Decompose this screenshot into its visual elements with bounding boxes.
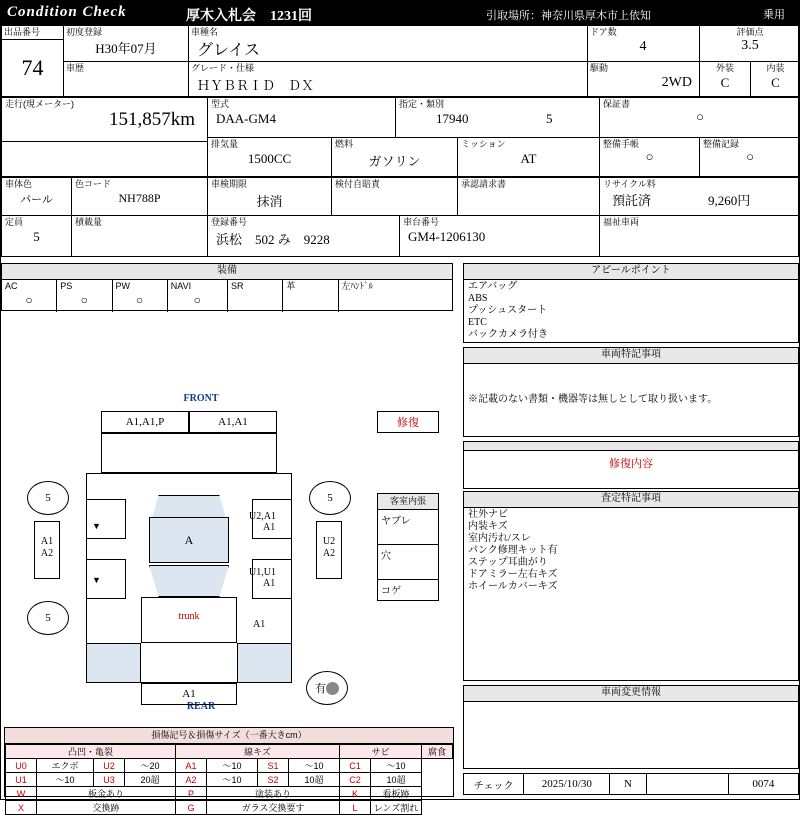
equipment-item-ps [57, 280, 112, 312]
mark-bottom: A1 [141, 683, 237, 705]
interior-row-ana: 穴 [378, 545, 438, 580]
legend-cell: U1 [6, 773, 37, 787]
fuel-value: ガソリン [368, 154, 421, 169]
appeal-line: ETC [468, 317, 487, 328]
interior-row-koge: コゲ [381, 586, 401, 597]
appeal-line: ABS [468, 293, 488, 304]
mark-top-left: A1,A1,P [101, 411, 189, 433]
check-date: 2025/10/30 [524, 774, 610, 794]
equipment-title: 装備 [2, 264, 452, 280]
equipment-item-navi [168, 280, 228, 312]
legend-cell: ～20 [125, 759, 176, 773]
equipment-label: PS [60, 281, 73, 291]
displacement-value: 1500CC [247, 151, 292, 166]
drive-value: 2WD [661, 75, 692, 90]
inspection-cell [208, 178, 332, 216]
color-code-cell [72, 178, 208, 216]
history-label: 車歴 [66, 63, 85, 73]
capacity-value: 5 [33, 229, 40, 244]
appraisal-line: ホイールカバーキズ [468, 581, 558, 592]
warranty-cell [600, 98, 800, 138]
legend-cell: ～10 [207, 773, 258, 787]
legend-cell: A1 [176, 759, 207, 773]
legend-row [6, 787, 453, 801]
service-record-cell [700, 138, 800, 176]
rear-right-corner [237, 643, 292, 683]
appraisal-line: ドアミラー左右キズ [468, 569, 558, 580]
legend-cell: G [176, 801, 207, 815]
katashiki-value: DAA-GM4 [216, 111, 276, 126]
legend-col-rust: サビ [340, 745, 422, 759]
equipment-label: PW [115, 281, 131, 291]
mission-label: ミッション [461, 139, 506, 149]
appraisal-line: 室内汚れ/スレ [468, 533, 531, 544]
legend-cell: エクボ [37, 759, 94, 773]
fuel-label: 燃料 [335, 139, 354, 149]
appraisal-line: 内装キズ [468, 521, 508, 532]
capacity-cell [2, 216, 72, 256]
model-value: グレイス [197, 42, 261, 59]
legend-cell: 板金あり [37, 787, 176, 801]
left-front-door [86, 499, 126, 539]
pickup-location: 引取場所：神奈川県厚木市上依知 [486, 10, 651, 22]
doors-drive-cell [588, 26, 700, 96]
model-label: 車種名 [191, 27, 219, 37]
legend-cell: S1 [258, 759, 289, 773]
footer-bar [463, 773, 799, 795]
legend-cell: ガラス交換要す [207, 801, 340, 815]
service-record-mark: ○ [746, 149, 754, 164]
color-label: 車体色 [5, 179, 33, 189]
displacement-cell [208, 138, 332, 176]
legend-col-dent: 凸凹・亀裂 [6, 745, 176, 759]
displacement-label: 排気量 [211, 139, 239, 149]
legend-row [6, 759, 453, 773]
color-code-label: 色コード [75, 179, 112, 189]
registration-number-cell [208, 216, 400, 256]
drive-label: 駆動 [590, 63, 609, 73]
recycle-fee-label: リサイクル料 [603, 179, 656, 189]
service-book-cell [600, 138, 700, 176]
inspection-label: 車検期限 [211, 179, 248, 189]
katashiki-label: 型式 [211, 99, 230, 109]
wheel-rear-left: 5 [27, 601, 69, 635]
mark-top-right: A1,A1 [189, 411, 277, 433]
front-label: FRONT [183, 393, 219, 404]
service-record-label: 整備記録 [703, 139, 740, 149]
registration-value: H30年07月 [95, 41, 157, 56]
equipment-label: NAVI [170, 281, 192, 291]
lot-label: 出品番号 [2, 26, 63, 40]
equipment-block [1, 263, 453, 311]
right-side-box [316, 521, 342, 579]
trunk-label: trunk [178, 611, 200, 622]
footer-blank [647, 774, 729, 794]
mark-mid-right-2: U1,U1 A1 [249, 567, 276, 589]
exterior-label: 外装 [715, 63, 734, 73]
legend-cell: 10超 [371, 773, 422, 787]
mileage-cell [2, 98, 208, 142]
shitei-label: 指定・類別 [399, 99, 445, 109]
legend-cell: P [176, 787, 207, 801]
liability-insurance-label: 検付自賠責 [335, 179, 381, 189]
color-value: パール [20, 194, 53, 206]
rating-cell [700, 26, 800, 96]
model-cell [189, 26, 588, 96]
damage-diagram [1, 313, 453, 723]
appraisal-line: ステップ耳曲がり [468, 557, 548, 568]
equipment-mark: ○ [25, 293, 33, 307]
body-block [1, 177, 799, 257]
wheel-front-left: 5 [27, 481, 69, 515]
equipment-item-ac [2, 280, 57, 312]
legend-row [6, 773, 453, 787]
grade-label: グレード・仕様 [191, 63, 255, 73]
rear-left-corner [86, 643, 141, 683]
shitei-value-2: 5 [546, 111, 553, 126]
legend-cell: X [6, 801, 37, 815]
rear-glass [149, 565, 229, 597]
service-book-label: 整備手帳 [603, 139, 640, 149]
appeal-line: プッシュスタート [468, 305, 548, 316]
legend-cell: ～10 [371, 759, 422, 773]
repair-note-heading: 修復内容 [609, 458, 653, 470]
mission-value: AT [520, 151, 537, 166]
mark-mid-right-1: U2,A1 A1 [249, 511, 276, 533]
legend-cell: 塗装あり [207, 787, 340, 801]
repair-badge: 修復 [377, 411, 439, 433]
equipment-item-pw [113, 280, 168, 312]
capacity-label: 定員 [5, 217, 24, 227]
welfare-vehicle-cell [600, 216, 800, 256]
equipment-mark: ○ [80, 293, 88, 307]
equipment-label: 革 [286, 281, 296, 291]
equipment-mark: ○ [193, 293, 201, 307]
doors-label: ドア数 [590, 27, 617, 37]
equipment-item-sr [228, 280, 283, 312]
legend-cell: ～10 [289, 759, 340, 773]
special-note-line: ※記載のない書類・機器等は無しとして取り扱います。 [468, 394, 718, 405]
legend-block [4, 727, 454, 813]
interior-value: C [771, 75, 780, 90]
appeal-line: エアバッグ [468, 281, 518, 292]
doors-value: 4 [639, 39, 647, 54]
change-info-panel [463, 685, 799, 769]
legend-cell: U3 [94, 773, 125, 787]
special-note-title: 車両特記事項 [464, 348, 798, 364]
liability-insurance-cell [332, 178, 458, 216]
legend-col-corrosion: 腐食 [422, 745, 453, 759]
warranty-mark: ○ [696, 109, 704, 124]
warranty-label: 保証書 [603, 99, 631, 109]
legend-table [5, 744, 453, 815]
appraisal-line: パンク修理キット有 [468, 545, 558, 556]
legend-cell: 交換跡 [37, 801, 176, 815]
interior-row-yabure: ヤブレ [378, 510, 438, 545]
legend-cell: A2 [176, 773, 207, 787]
sheet-title: Condition Check [7, 4, 127, 20]
color-code-value: NH788P [118, 191, 161, 205]
appraisal-panel [463, 491, 799, 681]
mileage-label: 走行(現メーター) [5, 99, 74, 109]
rating-value: 3.5 [741, 38, 759, 53]
repair-note-panel [463, 441, 799, 489]
roof-panel: A [149, 517, 229, 563]
left-side-box [34, 521, 60, 579]
check-label: チェック [464, 774, 524, 794]
auction-title: 厚木入札会 1231回 [186, 9, 312, 24]
grade-value: ＨＹＢＲＩＤ ＤＸ [197, 78, 315, 93]
legend-cell: 10超 [289, 773, 340, 787]
spec-block [1, 97, 799, 177]
equipment-item-lhd [339, 280, 452, 312]
equipment-mark: ○ [135, 293, 144, 307]
equipment-label: SR [231, 281, 244, 291]
registration-number-value: 浜松 502 み 9228 [216, 232, 330, 247]
lot-number: 74 [21, 54, 44, 80]
approval-request-cell [458, 178, 600, 216]
legend-cell: S2 [258, 773, 289, 787]
ari-label: 有 [315, 683, 326, 695]
legend-cell: ～10 [37, 773, 94, 787]
legend-cell: K [340, 787, 371, 801]
service-book-mark: ○ [645, 149, 654, 164]
inspection-value: 抹消 [256, 194, 283, 209]
rating-label: 評価点 [736, 27, 764, 37]
check-letter: N [610, 774, 647, 794]
registration-cell [64, 26, 189, 96]
legend-cell: U0 [6, 759, 37, 773]
legend-cell: 20超 [125, 773, 176, 787]
appraisal-line: 社外ナビ [468, 509, 508, 520]
load-label: 積載量 [75, 217, 103, 227]
interior-title: 客室内張 [378, 494, 438, 510]
appraisal-title: 査定特記事項 [464, 492, 798, 508]
fuel-cell [332, 138, 458, 176]
registration-label: 初度登録 [66, 27, 103, 37]
appeal-title: アピールポイント [464, 264, 798, 280]
lot-cell [2, 26, 64, 96]
recycle-fee-status: 預託済 [612, 193, 652, 208]
shitei-value-1: 17940 [436, 111, 469, 126]
chassis-number-value: GM4-1206130 [408, 229, 486, 244]
chassis-number-cell [400, 216, 600, 256]
vehicle-category: 乗用 [763, 9, 785, 21]
registration-number-label: 登録番号 [211, 217, 248, 227]
legend-cell: U2 [94, 759, 125, 773]
legend-cell: C2 [340, 773, 371, 787]
chassis-number-label: 車台番号 [403, 217, 440, 227]
mileage-value: 151,857km [108, 109, 195, 130]
equipment-label: 左ﾊﾝﾄﾞﾙ [341, 281, 374, 291]
mission-cell [458, 138, 600, 176]
mirror-left-2-icon: ▼ [92, 575, 101, 585]
legend-cell: ～10 [207, 759, 258, 773]
legend-cell: W [6, 787, 37, 801]
equipment-label: AC [5, 281, 18, 291]
repair-note-title [464, 442, 798, 451]
approval-request-label: 承認請求書 [461, 179, 507, 189]
color-cell [2, 178, 72, 216]
special-note-panel [463, 347, 799, 437]
check-number: 0074 [752, 778, 775, 790]
shitei-cell [396, 98, 600, 138]
rear-label: REAR [186, 701, 216, 712]
change-info-title: 車両変更情報 [464, 686, 798, 702]
wheel-front-right: 5 [309, 481, 351, 515]
header-bar [1, 1, 799, 25]
top-info-block [1, 25, 799, 97]
mark-left-panel: A1 A2 [40, 536, 54, 559]
mileage-note [2, 142, 208, 176]
welfare-vehicle-label: 福祉車両 [603, 217, 640, 227]
legend-col-scratch: 線キズ [176, 745, 340, 759]
appeal-panel [463, 263, 799, 343]
mark-right-panel: U2 A2 [322, 536, 336, 559]
appeal-line: バックカメラ付き [468, 329, 548, 340]
mark-low-right: A1 [253, 619, 266, 630]
recycle-fee-amount: 9,260円 [708, 193, 751, 208]
equipment-item-leather [283, 280, 338, 312]
legend-title: 損傷記号＆損傷サイズ（一番大きcm） [5, 728, 453, 744]
legend-cell: C1 [340, 759, 371, 773]
legend-cell: L [340, 801, 371, 815]
ari-badge [306, 671, 348, 705]
hood-panel [101, 433, 277, 473]
recycle-fee-cell [600, 178, 800, 216]
legend-row [6, 801, 453, 815]
legend-cell: レンズ割れ [371, 801, 422, 815]
interior-panel [377, 493, 439, 601]
mirror-left-icon: ▼ [92, 521, 101, 531]
exterior-value: C [720, 75, 730, 90]
interior-label: 内装 [766, 63, 785, 73]
legend-cell: 看板跡 [371, 787, 422, 801]
katashiki-cell [208, 98, 396, 138]
load-cell [72, 216, 208, 256]
